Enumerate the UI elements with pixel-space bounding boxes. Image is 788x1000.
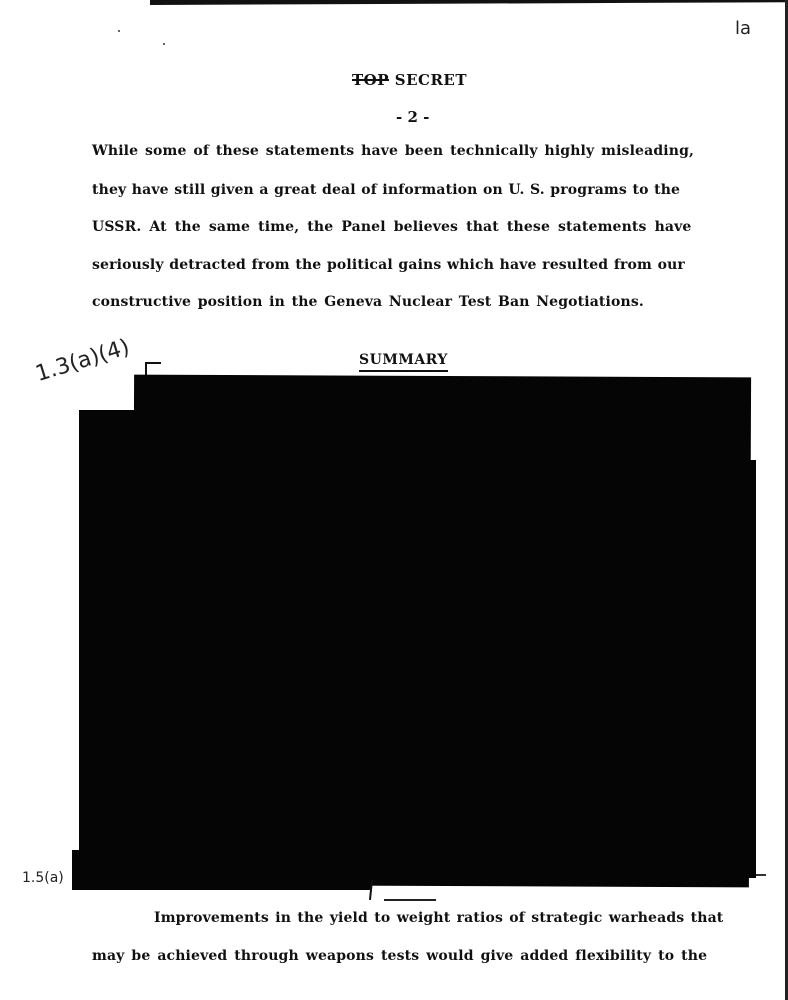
- redaction-code-label: 1.3(a)(4): [32, 334, 133, 387]
- redaction-code-label: 1.5(a): [22, 870, 64, 886]
- scan-mark: [756, 874, 766, 876]
- paragraph-line: Improvements in the yield to weight ratios of strategic warheads that: [154, 910, 724, 926]
- paragraph-line: seriously detracted from the political gains which have resulted from our: [92, 257, 685, 273]
- paragraph-line: constructive position in the Geneva Nuclear Test Ban Negotiations.: [92, 294, 644, 310]
- classification-marking: [352, 71, 467, 89]
- section-heading: SUMMARY: [359, 352, 448, 372]
- paragraph-line: While some of these statements have been technically highly misleading,: [92, 143, 695, 159]
- paragraph-line: may be achieved through weapons tests would give added flexibility to the: [92, 948, 708, 964]
- redaction-block: [72, 850, 372, 890]
- scan-speck: [163, 43, 165, 45]
- scan-speck: [118, 30, 120, 32]
- redaction-bracket: [384, 899, 436, 901]
- paragraph-line: USSR. At the same time, the Panel believes that these statements have: [92, 219, 692, 235]
- redaction-block: [132, 375, 751, 888]
- page-number: - 2 -: [396, 108, 430, 126]
- redaction-block: [720, 460, 756, 878]
- classification-word: SECRET: [394, 71, 468, 89]
- struck-classification-word: TOP: [352, 71, 390, 89]
- scan-edge: [150, 0, 788, 5]
- paragraph-line: they have still given a great deal of information on U. S. programs to the: [92, 182, 681, 198]
- handwritten-page-mark: la: [735, 18, 752, 39]
